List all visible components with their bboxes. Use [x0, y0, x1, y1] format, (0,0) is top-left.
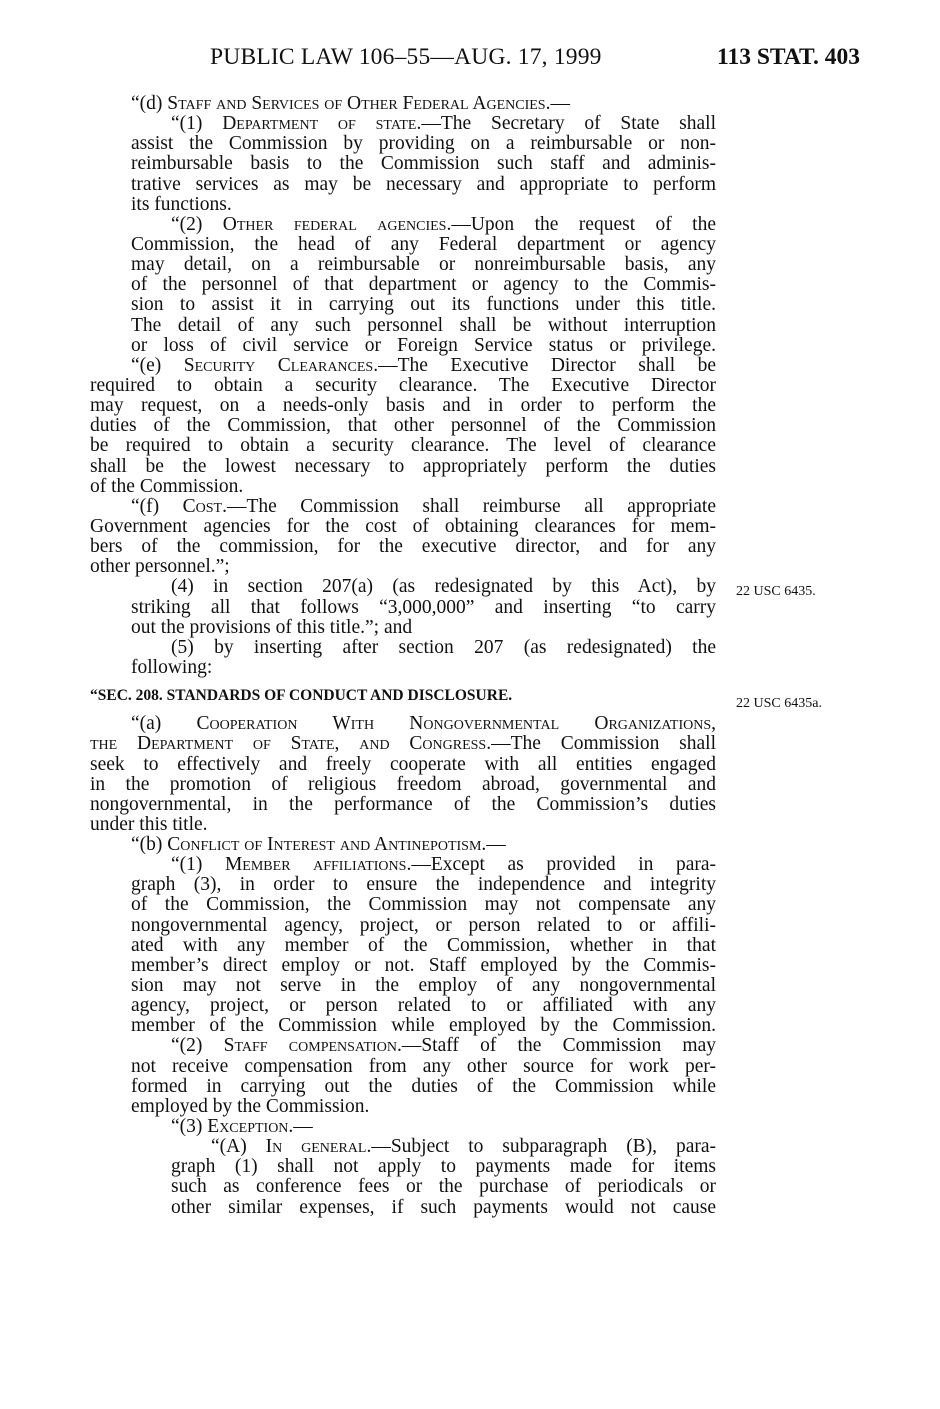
text-line: (5) by inserting after section 207 (as redesignated) the: [171, 636, 716, 658]
text-line: under this title.: [90, 813, 208, 835]
text-line: its functions.: [131, 193, 232, 215]
text-line: (4) in section 207(a) (as redesignated by this Act), by: [171, 576, 716, 598]
text-line: of the Commission.: [90, 475, 244, 497]
text-line: agency, project, or person related to or affiliated with any: [131, 995, 716, 1017]
text-line: sion may not serve in the employ of any nongovernmental: [131, 975, 716, 997]
text-line: “(3) Exception.—: [171, 1116, 313, 1138]
text-line: shall be the lowest necessary to appropriately perform the duties: [90, 455, 716, 477]
page-header: [90, 44, 860, 78]
section-heading: “SEC. 208. STANDARDS OF CONDUCT AND DISCLOSURE.: [90, 687, 513, 705]
text-line: may request, on a needs-only basis and in order to perform the: [90, 395, 716, 417]
text-line: nongovernmental agency, project, or person related to or affili-: [131, 914, 716, 936]
text-line: formed in carrying out the duties of the Commission while: [131, 1075, 716, 1097]
text-line: member’s direct employ or not. Staff employed by the Commis-: [131, 954, 716, 976]
text-line: of the personnel of that department or agency to the Commis-: [131, 274, 716, 296]
text-line: ated with any member of the Commission, whether in that: [131, 934, 716, 956]
text-line: “(1) Member affiliations.—Except as provided in para-: [171, 854, 717, 876]
text-line: assist the Commission by providing on a reimbursable or non-: [131, 133, 716, 155]
margin-note-usc-6435a: 22 USC 6435a.: [736, 696, 822, 711]
text-line: Commission, the head of any Federal department or agency: [131, 233, 716, 255]
text-line: “(b) Conflict of Interest and Antinepotism.—: [131, 834, 506, 856]
text-line: The detail of any such personnel shall be without interruption: [131, 314, 716, 336]
margin-note-usc-6435: 22 USC 6435.: [736, 584, 816, 599]
text-line: graph (3), in order to ensure the independence and integrity: [131, 874, 716, 896]
document-body: [90, 94, 716, 1218]
text-line: following:: [131, 656, 213, 678]
text-line: reimbursable basis to the Commission such staff and adminis-: [131, 153, 716, 175]
text-line: “(a) Cooperation With Nongovernmental Organizations,: [131, 713, 716, 735]
text-line: required to obtain a security clearance. The Executive Director: [90, 374, 716, 396]
text-line: seek to effectively and freely cooperate with all entities engaged: [90, 753, 716, 775]
text-line: Government agencies for the cost of obtaining clearances for mem-: [90, 515, 716, 537]
text-line: trative services as may be necessary and appropriate to perform: [131, 173, 716, 195]
text-line: graph (1) shall not apply to payments made for items: [171, 1156, 716, 1178]
header-page-number: 113 STAT. 403: [717, 44, 860, 70]
text-line: duties of the Commission, that other personnel of the Commission: [90, 415, 716, 437]
text-line: not receive compensation from any other source for work per-: [131, 1055, 716, 1077]
text-line: member of the Commission while employed by the Commission.: [131, 1015, 716, 1037]
text-line: be required to obtain a security clearance. The level of clearance: [90, 435, 716, 457]
text-line: “(A) In general.—Subject to subparagraph (B), para-: [211, 1136, 716, 1158]
text-line: bers of the commission, for the executive director, and for any: [90, 536, 716, 558]
text-line: “(d) Staff and Services of Other Federal Agencies.—: [131, 93, 570, 114]
text-line: employed by the Commission.: [131, 1095, 370, 1117]
text-line: “(f) Cost.—The Commission shall reimburse all appropriate: [131, 495, 716, 517]
text-line: “(e) Security Clearances.—The Executive Director shall be: [131, 354, 716, 376]
text-line: such as conference fees or the purchase of periodicals or: [171, 1176, 716, 1198]
text-line: other similar expenses, if such payments would not cause: [171, 1196, 716, 1218]
header-title: PUBLIC LAW 106–55—AUG. 17, 1999: [210, 44, 602, 70]
text-line: or loss of civil service or Foreign Service status or privilege.: [131, 334, 716, 356]
text-line: “(2) Other federal agencies.—Upon the request of the: [171, 213, 716, 235]
text-line: sion to assist it in carrying out its functions under this title.: [131, 294, 716, 316]
text-line: the Department of State, and Congress.—The Commission shall: [90, 733, 717, 755]
text-line: “(1) Department of state.—The Secretary of State shall: [171, 113, 717, 135]
text-line: may detail, on a reimbursable or nonreimbursable basis, any: [131, 254, 716, 276]
text-line: in the promotion of religious freedom abroad, governmental and: [90, 773, 716, 795]
text-line: other personnel.”;: [90, 556, 230, 578]
text-line: of the Commission, the Commission may not compensate any: [131, 894, 716, 916]
text-line: nongovernmental, in the performance of the Commission’s duties: [90, 793, 716, 815]
text-line: out the provisions of this title.”; and: [131, 616, 413, 638]
text-line: “(2) Staff compensation.—Staff of the Commission may: [171, 1035, 716, 1057]
text-line: striking all that follows “3,000,000” and inserting “to carry: [131, 596, 716, 618]
